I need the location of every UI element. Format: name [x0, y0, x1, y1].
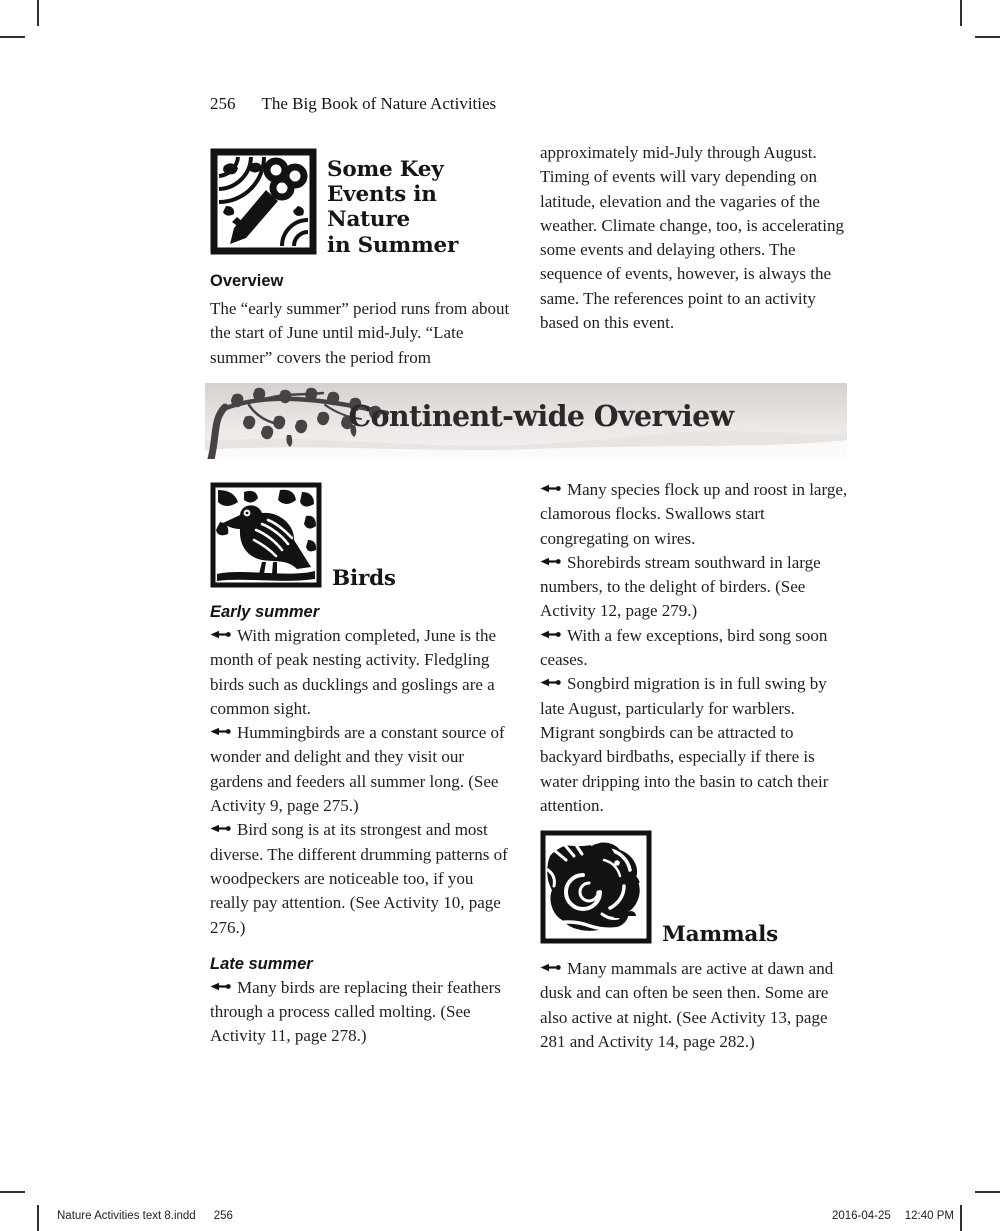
arrow-bullet-icon [210, 630, 231, 639]
crop-mark-bottom-left-v [37, 1205, 39, 1231]
key-woodcut-icon [210, 148, 317, 260]
arrow-bullet-icon [540, 630, 561, 639]
running-head [210, 94, 496, 114]
squirrel-woodcut-icon [540, 830, 652, 949]
crop-mark-top-right-h [975, 36, 1000, 38]
bullet-text: With a few exceptions, bird song soon ceases. [540, 625, 828, 670]
intro-paragraph-left: The “early summer” period runs from about the start of June until mid-July. “Late summer” covers the period from [210, 299, 510, 367]
bullet-item [540, 624, 848, 673]
page-number: 256 [210, 94, 236, 113]
footer-date: 2016-04-25 [831, 1210, 891, 1222]
crop-mark-bottom-right-v [960, 1205, 962, 1231]
crop-mark-top-right-v [960, 0, 962, 26]
arrow-bullet-icon [210, 982, 231, 991]
banner-title: Continent-wide Overview [348, 399, 734, 433]
intro-title-line1: Some Key [327, 156, 444, 182]
bullet-item [210, 721, 514, 818]
bullet-text: Many birds are replacing their feathers through a process called molting. (See Activity 11, page 278.) [210, 977, 501, 1046]
bullet-item [210, 624, 514, 721]
intro-title [327, 157, 514, 260]
footer-timestamp [832, 1210, 954, 1222]
section-banner [205, 383, 847, 459]
crop-mark-bottom-right-h [975, 1191, 1000, 1193]
arrow-bullet-icon [540, 557, 561, 566]
mammals-heading-row [540, 830, 848, 949]
late-summer-heading: Late summer [210, 954, 313, 973]
overview-heading: Overview [210, 272, 284, 290]
intro-title-line2: Events in Nature [327, 181, 437, 233]
crop-mark-bottom-left-h [0, 1191, 25, 1193]
bullet-item [540, 551, 848, 624]
early-summer-heading: Early summer [210, 603, 320, 621]
birds-left-column [210, 482, 514, 1049]
bullet-text: Shorebirds stream southward in large numbers, to the delight of birders. (See Activity 12, page 279.) [540, 552, 821, 621]
bird-woodcut-icon [210, 482, 322, 593]
intro-left-column [210, 148, 514, 370]
birds-heading-row [210, 482, 514, 593]
arrow-bullet-icon [540, 678, 561, 687]
crop-mark-top-left-v [37, 0, 39, 26]
arrow-bullet-icon [210, 727, 231, 736]
bullet-text: Songbird migration is in full swing by late August, particularly for warblers. Migrant songbirds can be attracted to backyard birdbaths, especially if there is water dripping into the basin to catch their attention. [540, 674, 829, 815]
bullet-item [540, 672, 848, 818]
arrow-bullet-icon [210, 824, 231, 833]
intro-heading-row [210, 148, 514, 260]
bullet-text: Many mammals are active at dawn and dusk and can often be seen then. Some are also active at night. (See Activity 13, page 281 and Activity 14, page 282.) [540, 959, 834, 1052]
footer-time: 12:40 PM [904, 1210, 954, 1222]
footer-file-info [57, 1210, 233, 1222]
book-title: The Big Book of Nature Activities [261, 94, 497, 113]
footer-file-name: Nature Activities text 8.indd [57, 1210, 196, 1222]
bullet-item [540, 478, 848, 551]
intro-right-column [540, 141, 848, 335]
intro-paragraph-right: approximately mid-July through August. Timing of events will vary depending on latitude, elevation and the vagaries of the weather. Climate change, too, is accelerating some events and delaying others. The sequence of events, however, is always the same. The references point to an activity based on this event. [540, 143, 844, 333]
bullet-text: With migration completed, June is the month of peak nesting activity. Fledgling birds such as ducklings and goslings are a common sight. [210, 626, 496, 718]
arrow-bullet-icon [540, 963, 561, 972]
bullet-text: Bird song is at its strongest and most diverse. The different drumming patterns of woodpeckers are noticeable too, if you really pay attention. (See Activity 10, page 276.) [210, 820, 508, 937]
mammals-heading: Mammals [662, 921, 779, 947]
footer-page-number: 256 [213, 1210, 233, 1222]
bullet-item [210, 818, 514, 939]
arrow-bullet-icon [540, 484, 561, 493]
bullet-text: Hummingbirds are a constant source of wonder and delight and they visit our gardens and feeders all summer long. (See Activity 9, page 275.) [210, 723, 505, 816]
birds-right-column [540, 478, 848, 1054]
bullet-item [540, 957, 848, 1054]
bullet-text: Many species flock up and roost in large, clamorous flocks. Swallows start congregating on wires. [540, 480, 848, 548]
bullet-item [210, 976, 514, 1049]
birds-heading: Birds [332, 565, 396, 591]
intro-title-line3: in Summer [327, 232, 459, 258]
crop-mark-top-left-h [0, 36, 25, 38]
